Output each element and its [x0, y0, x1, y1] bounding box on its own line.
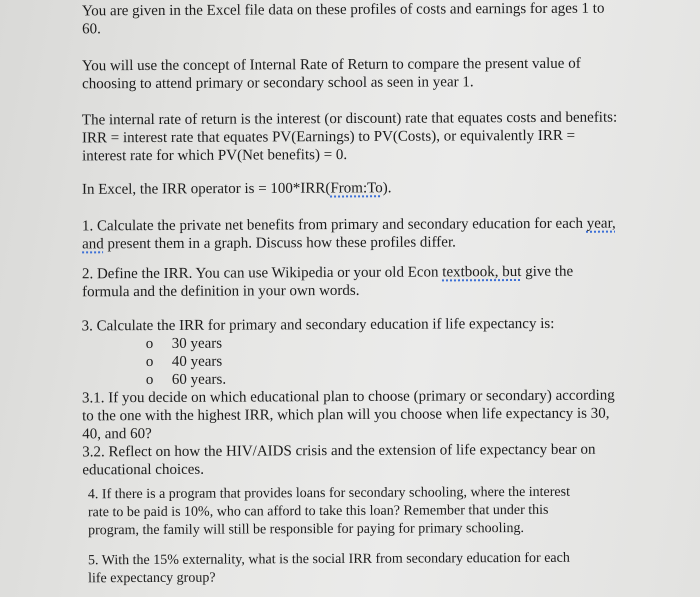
intro-line-1: You are given in the Excel file data on these profiles of costs and earnings for ages 1 to: [81, 0, 605, 20]
excel-operator-line: [82, 179, 392, 199]
question-5-line-2: life expectancy group?: [88, 570, 216, 587]
question-3-intro: 3. Calculate the IRR for primary and secondary education if life expectancy is:: [81, 315, 555, 335]
intro-line-2: 60.: [82, 21, 101, 38]
q2-textbook-but: textbook, but: [442, 263, 522, 281]
q1-year: year,: [586, 215, 616, 232]
q2-text-a: 2. Define the IRR. You can use Wikipedia or your old Econ: [81, 264, 443, 283]
question-4: [88, 484, 570, 541]
q1-text-b: present them in a graph. Discuss how these profiles differ.: [103, 234, 456, 253]
excel-prefix: In Excel, the IRR operator is = 100*IRR(: [81, 180, 331, 198]
question-3-1-line-3: 40, and 60?: [82, 426, 152, 443]
question-4-line-1: 4. If there is a program that provides loans for secondary schooling, where the interest: [87, 484, 571, 503]
bullet-label: 40 years: [171, 353, 223, 370]
question-2: [82, 263, 573, 302]
concept-paragraph: [82, 55, 581, 94]
q1-text-a: 1. Calculate the private net benefits from primary and secondary education for each: [81, 215, 587, 235]
excel-operator-paragraph: [82, 179, 392, 199]
excel-from-to: From:To: [330, 180, 383, 197]
intro-paragraph: [82, 0, 605, 38]
irr-definition-line-3: interest rate for which PV(Net benefits) = 0.: [82, 147, 348, 165]
question-4-line-2: rate to be paid is 10%, who can afford to take this loan? Remember that under this: [87, 502, 549, 521]
question-3-2-line-1: 3.2. Reflect on how the HIV/AIDS crisis and the extension of life expectancy bear on: [82, 441, 596, 461]
bullet-label: 60 years.: [171, 371, 227, 388]
bullet-icon: o: [145, 336, 154, 353]
question-2-line-2: formula and the definition in your own words.: [82, 282, 360, 301]
bullet-label: 30 years: [171, 335, 223, 352]
question-1: [82, 215, 616, 254]
question-3-1-line-1: 3.1. If you decide on which educational plan to choose (primary or secondary) according: [81, 387, 615, 407]
irr-definition-line-1: The internal rate of return is the interest (or discount) rate that equates costs and benefits:: [81, 109, 618, 129]
question-3: [82, 315, 616, 480]
q2-text-b: give the: [521, 263, 574, 280]
question-2-line-1: [82, 263, 573, 284]
question-5-line-1: 5. With the 15% externality, what is the social IRR from secondary education for each: [87, 550, 570, 569]
q1-and: and: [82, 236, 104, 253]
question-1-line-1: [82, 215, 616, 236]
concept-line-1: You will use the concept of Internal Rate of Return to compare the present value of: [81, 55, 581, 75]
bullet-icon: o: [145, 372, 154, 389]
concept-line-2: choosing to attend primary or secondary school as seen in year 1.: [82, 74, 474, 93]
question-4-line-3: program, the family will still be responsible for paying for primary schooling.: [88, 520, 524, 539]
question-5: [88, 550, 570, 589]
question-3-2-line-2: educational choices.: [82, 461, 205, 479]
bullet-icon: o: [145, 354, 154, 371]
irr-definition-paragraph: [82, 109, 618, 166]
question-3-1-line-2: to the one with the highest IRR, which plan will you choose when life expectancy is 30,: [82, 405, 610, 425]
irr-definition-line-2: IRR = interest rate that equates PV(Earnings) to PV(Costs), or equivalently IRR =: [81, 127, 576, 147]
excel-suffix: ).: [382, 180, 392, 197]
question-1-line-2: [82, 233, 616, 254]
